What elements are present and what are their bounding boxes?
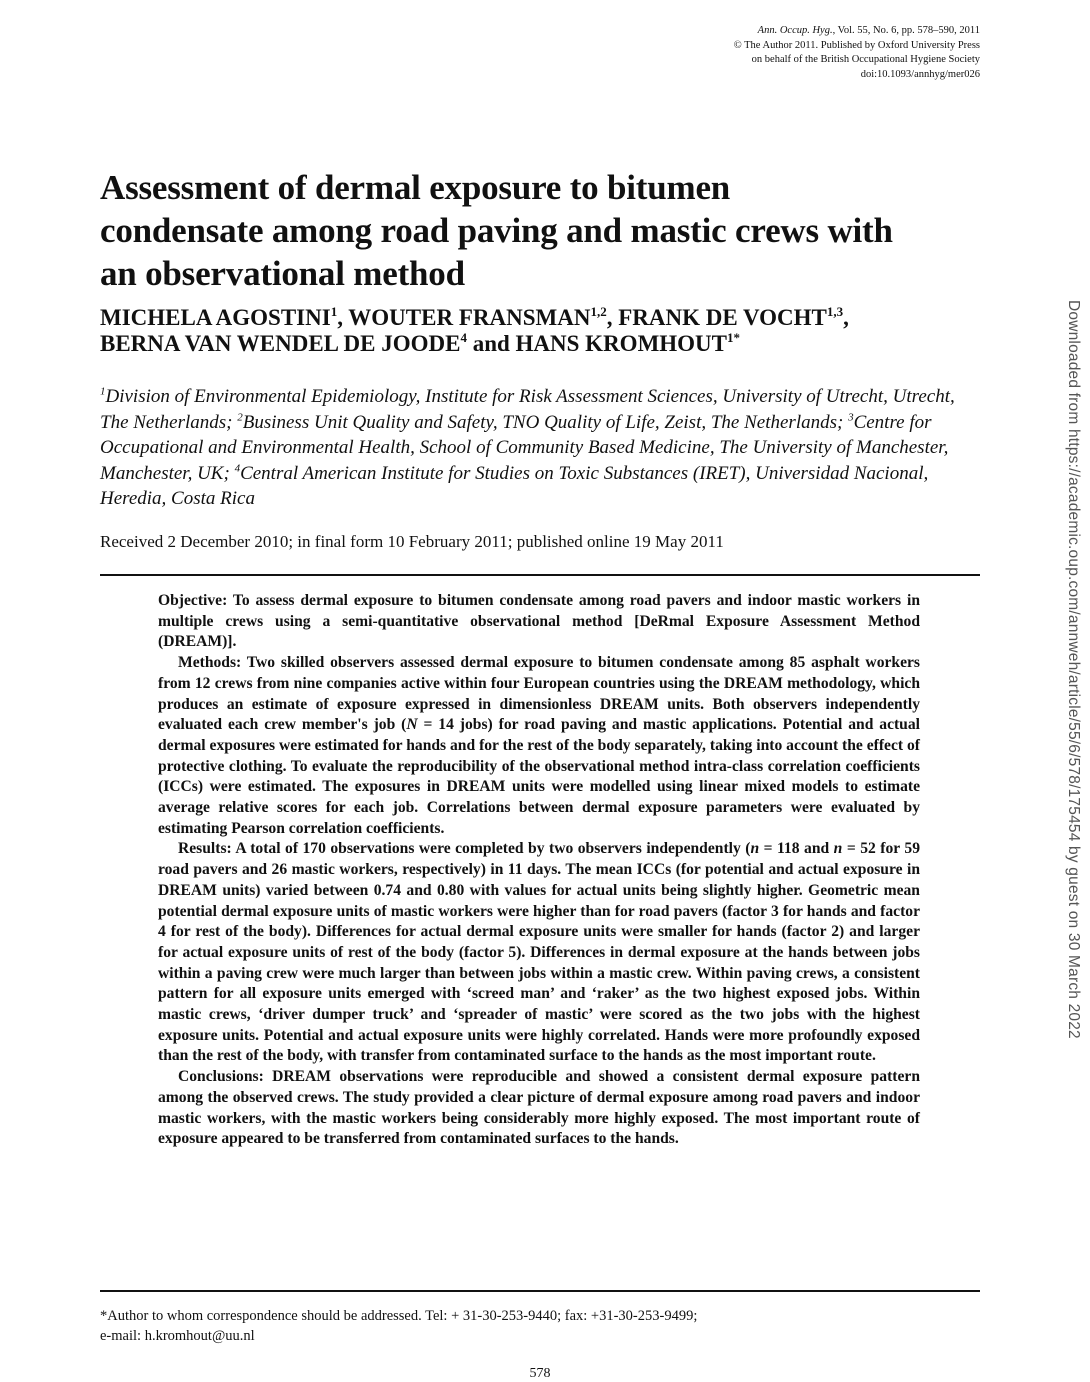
abstract-variable: N (406, 716, 418, 734)
affiliation-text: Central American Institute for Studies on Toxic Substances (IRET), Universidad Nacional, Heredia, Costa Rica (100, 462, 929, 509)
journal-name: Ann. Occup. Hyg. (757, 25, 833, 36)
title-line-3: an observational method (100, 254, 465, 293)
received-dates: Received 2 December 2010; in final form 10 February 2011; published online 19 May 2011 (100, 532, 724, 551)
author-name: BERNA VAN WENDEL DE JOODE (100, 331, 461, 356)
author-affiliation-mark: 1* (727, 329, 741, 345)
title-line-1: Assessment of dermal exposure to bitumen (100, 168, 731, 207)
footnote-email: e-mail: h.kromhout@uu.nl (100, 1328, 255, 1344)
abstract-results: Results: A total of 170 observations were completed by two observers independently (n = 118 and n = 52 for 59 road pavers and 26 mastic workers, respectively) in 11 days. The mean ICCs (for potential and actual exposure in DREAM units) varied between 0.74 and 0.80 with values for actual units being slightly higher. Geometric mean potential dermal exposure units of mastic workers were higher than for road pavers (factor 3 for hands and factor 4 for rest of the body). Differences for actual dermal exposure units were smaller for hands (factor 2) and larger for actual exposure units of rest of the body (factor 5). Differences in dermal exposure at the hands between jobs within a paving crew were much larger than between jobs within a mastic crew. Within paving crews, a consistent pattern for all exposure units emerged with ‘screed man’ and ‘raker’ as the two highest exposed jobs. Within mastic crews, ‘driver dumper truck’ and ‘spreader of mastic’ were scored as the two jobs with the highest exposure units. Potential and actual exposure units were highly correlated. Hands were more profoundly exposed than the rest of the body, with transfer from contaminated surface to the hands as the most important route. (158, 840, 920, 1065)
affiliations (100, 384, 980, 512)
author-name: FRANK DE VOCHT (618, 305, 827, 330)
correspondence-footnote (100, 1306, 980, 1346)
affiliation-mark: 2 (237, 410, 243, 423)
page-number: 578 (529, 1366, 551, 1381)
paper-title (100, 166, 990, 295)
journal-doi: doi:10.1093/annhyg/mer026 (860, 68, 980, 80)
affiliation-text: Business Unit Quality and Safety, TNO Quality of Life, Zeist, The Netherlands; (242, 411, 844, 433)
bottom-rule-divider (100, 1290, 980, 1292)
affiliation-text: Centre for Occupational and Environmental Health, School of Community Based Medicine, The University of Manchester, Manchester, UK; (100, 411, 949, 484)
abstract-objective: Objective: To assess dermal exposure to bitumen condensate among road pavers and indoor mastic workers in multiple crews using a semi-quantitative observational method [DeRmal Exposure Assessment Method (DREAM)]. (158, 592, 920, 651)
author-affiliation-mark: 1 (330, 303, 338, 319)
affiliation-mark: 4 (234, 461, 241, 474)
author-name: HANS KROMHOUT (515, 331, 728, 356)
download-watermark-link[interactable]: Downloaded from https://academic.oup.com/annweh/article/55/6/578/175454 by guest on 30 March 2022 (1065, 300, 1082, 1039)
journal-society: on behalf of the British Occupational Hygiene Society (751, 54, 980, 65)
author-affiliation-mark: 4 (460, 329, 467, 345)
corresponding-author-mark: * (733, 329, 741, 345)
journal-citation (560, 24, 980, 39)
journal-citation-block (560, 24, 980, 82)
affiliation-mark: 3 (848, 410, 854, 423)
journal-copyright: © The Author 2011. Published by Oxford University Press (733, 39, 980, 51)
abstract-variable: n (833, 840, 843, 858)
abstract (158, 591, 920, 1150)
footnote-contact: *Author to whom correspondence should be addressed. Tel: + 31-30-253-9440; fax: +31-30-253-9499; (100, 1308, 698, 1324)
author-affiliation-mark: 1,3 (826, 303, 844, 319)
abstract-methods: Methods: Two skilled observers assessed dermal exposure to bitumen condensate among 85 asphalt workers from 12 crews from nine companies active within four European countries using the DREAM methodology, which produces an estimate of exposure expressed in dimensionless DREAM units. Both observers independently evaluated each crew member's job (N = 14 jobs) for road paving and mastic applications. Potential and actual dermal exposures were estimated for hands and for the rest of the body separately, taking into account the effect of protective clothing. To evaluate the reproducibility of the observational method intra-class correlation coefficients (ICCs) were estimated. The exposures in DREAM units were modelled using linear mixed models to estimate average relative scores for each job. Correlations between dermal exposure parameters were evaluated by estimating Pearson correlation coefficients. (158, 654, 920, 837)
affiliation-text: Division of Environmental Epidemiology, Institute for Risk Assessment Sciences, University of Utrecht, Utrecht, The Netherlands; (100, 386, 955, 433)
abstract-variable: n (750, 840, 760, 858)
author-name: WOUTER FRANSMAN (348, 305, 591, 330)
author-list: MICHELA AGOSTINI$^1$, WOUTER FRANSMAN$^{1,2}$, FRANK DE VOCHT$^{1,3}$, BERNA VAN WENDEL DE JOODE$^4$ and HANS $KROMHOUT^{1*}$ (100, 303, 849, 356)
top-rule-divider (100, 574, 980, 576)
author-conjunction: and (472, 331, 510, 356)
title-line-2: condensate among road paving and mastic crews with (100, 211, 893, 250)
author-name: MICHELA AGOSTINI (100, 305, 331, 330)
abstract-conclusions: Conclusions: DREAM observations were reproducible and showed a consistent dermal exposure pattern among the observed crews. The study provided a clear picture of dermal exposure among road pavers and indoor mastic workers, with the mastic workers being considerably more highly exposed. The most important route of exposure appeared to be transferred from contaminated surfaces to the hands. (158, 1068, 920, 1148)
author-affiliation-mark: 1,2 (590, 303, 607, 319)
affiliation-mark: 1 (100, 385, 106, 398)
journal-volume-pages: , Vol. 55, No. 6, pp. 578–590, 2011 (832, 25, 980, 36)
